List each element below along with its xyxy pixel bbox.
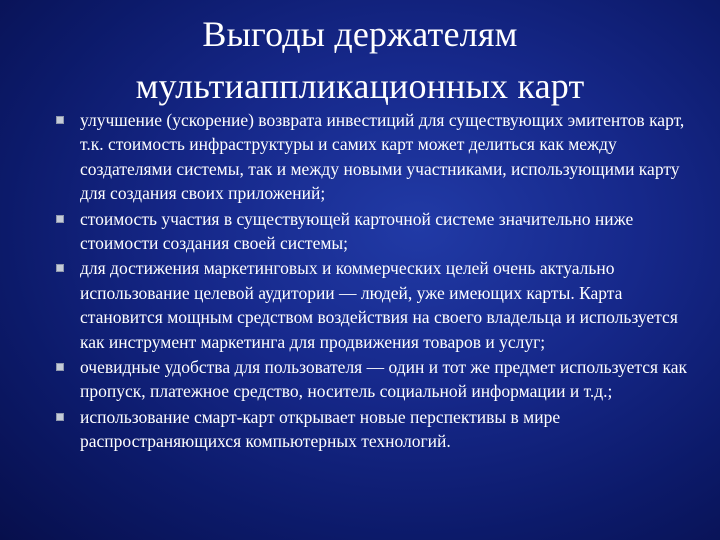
- title-line-1: Выгоды держателям: [202, 14, 518, 54]
- bullet-item: [0, 207, 720, 256]
- slide-title: [40, 8, 680, 112]
- square-bullet-icon: [56, 363, 64, 371]
- bullet-item: [0, 405, 720, 454]
- bullet-text: стоимость участия в существующей карточной системе значительно ниже стоимости создания своей системы;: [80, 208, 634, 254]
- square-bullet-icon: [56, 264, 64, 272]
- title-line-2: мультиаппликационных карт: [135, 66, 585, 106]
- bullet-list: [0, 108, 720, 455]
- bullet-text: улучшение (ускорение) возврата инвестиций для существующих эмитентов карт, т.к. стоимость инфраструктуры и самих карт может делиться как между создателями системы, так и между новыми участниками, использующими карту для создания своих приложений;: [80, 110, 685, 204]
- bullet-item: [0, 355, 720, 404]
- square-bullet-icon: [56, 215, 64, 223]
- bullet-text: для достижения маркетинговых и коммерческих целей очень актуально использование целевой аудитории — людей, уже имеющих карты. Карта становится мощным средством воздействия на своего владельца и используется как инструмент маркетинга для продвижения товаров и услуг;: [80, 258, 678, 352]
- bullet-text: использование смарт-карт открывает новые перспективы в мире распространяющихся компьютерных технологий.: [80, 406, 561, 452]
- bullet-item: [0, 108, 720, 206]
- bullet-text: очевидные удобства для пользователя — один и тот же предмет используется как пропуск, платежное средство, носитель социальной информации и т.д.;: [80, 357, 687, 402]
- square-bullet-icon: [56, 413, 64, 421]
- square-bullet-icon: [56, 116, 64, 124]
- bullet-item: [0, 256, 720, 354]
